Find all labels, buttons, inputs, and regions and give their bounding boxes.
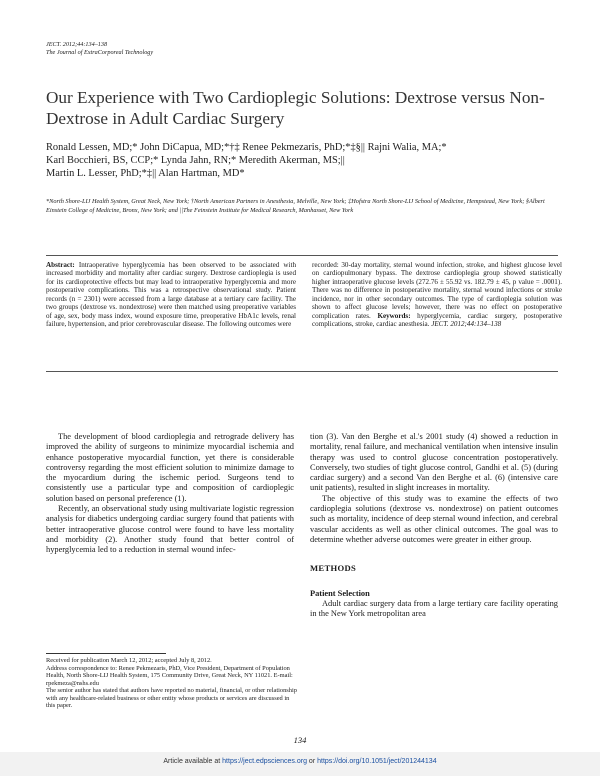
body-right-column: [310, 432, 558, 619]
paragraph: Adult cardiac surgery data from a large tertiary care facility operating in the New York metropolitan area: [310, 598, 558, 619]
author-list: [46, 141, 566, 180]
page-number: 134: [293, 735, 307, 745]
journal-name: The Journal of ExtraCorporeal Technology: [46, 49, 154, 56]
author-line: Ronald Lessen, MD;* John DiCapua, MD;*†‡ Renee Pekmezaris, PhD;*‡§|| Rajni Walia, MA;*: [46, 142, 447, 153]
patient-selection-heading: Patient Selection: [310, 588, 370, 598]
abstract-top-rule: [46, 255, 558, 256]
abstract-label: Abstract:: [46, 261, 75, 269]
body-left-column: [46, 432, 294, 556]
footnote: [46, 657, 298, 710]
paragraph: Recently, an observational study using multivariate logistic regression analysis for diabetics undergoing cardiac surgery found that patients with better intraoperative glucose control were found to have less mortality and morbidity (2). Another study found that better control of hyperglycemia led to a reduction in sternal wound infec-: [46, 504, 294, 555]
ject-site-link[interactable]: https://ject.edpsciences.org: [222, 758, 307, 765]
abstract-citation: JECT. 2012;44:134–138: [431, 320, 502, 329]
journal-header: [46, 41, 153, 57]
article-title: Our Experience with Two Cardioplegic Solutions: Dextrose versus Non-Dextrose in Adult Cardiac Surgery: [46, 88, 545, 128]
journal-citation: JECT. 2012;44:134–138: [46, 41, 108, 48]
author-line: Karl Bocchieri, BS, CCP;* Lynda Jahn, RN;* Meredith Akerman, MS;||: [46, 155, 345, 166]
affiliations: *North Shore-LIJ Health System, Great Neck, New York; †North American Partners in Anesthesia, Melville, New York; ‡Hofstra North Shore-LIJ School of Medicine, Hempstead, New York; §Albert Einstein College of Medicine, Bronx, New York; and ||The Feinstein Institute for Medical Research, Manhasset, New York: [46, 198, 545, 214]
abstract-text-left: Intraoperative hyperglycemia has been observed to be associated with increased morbidity and mortality after cardiac surgery. Dextrose cardioplegia is used for its cardioprotective effects but may lead to intraoperative hyperglycemia and more postoperative complications. This was a retrospective observational study. Patient records (n = 2301) were accessed from a large database at a tertiary care facility. The two groups (dextrose vs. nondextrose) were then matched using preoperative variables of age, sex, body mass index, wound exposure time, preoperative HbA1c levels, renal failure, hypertension, and prior cerebrovascular disease. The following outcomes were: [46, 261, 296, 329]
footer-prefix: Article available at: [163, 758, 223, 765]
correspondence: Address correspondence to: Renee Pekmezaris, PhD, Vice President, Department of Population Health, North Shore-LIJ Health System, 175 Community Drive, Great Neck, NY 11021. E-mail: rpekmeza@nshs.edu: [46, 664, 293, 687]
article-availability-footer: [0, 758, 600, 765]
footnote-rule: [46, 653, 166, 654]
doi-link[interactable]: https://doi.org/10.1051/ject/201244134: [317, 758, 437, 765]
abstract-right-column: [312, 261, 562, 329]
author-line: Martin L. Lesser, PhD;*‡|| Alan Hartman, MD*: [46, 168, 245, 179]
keywords-label: Keywords:: [377, 311, 411, 320]
paragraph: The development of blood cardioplegia and retrograde delivery has improved the ability of surgeons to minimize myocardial ischemia and enhance postoperative myocardial function, yet there is considerable controversy regarding the most efficient solution to minimize damage to the myocardium during the ischemic period. Surgeons tend to consistently use a particular type and composition of cardioplegic solution based on personal preference (1).: [46, 432, 294, 503]
disclosure: The senior author has stated that authors have reported no material, financial, or other relationship with any healthcare-related business or other entity whose products or services are discussed in this paper.: [46, 687, 297, 709]
methods-heading: METHODS: [310, 563, 357, 574]
footer-middle: or: [306, 758, 318, 765]
abstract-left-column: [46, 261, 296, 329]
paragraph: The objective of this study was to examine the effects of two cardioplegia solutions (dextrose vs. nondextrose) on patient outcomes such as mortality, incidence of deep sternal wound infection, and cerebral vascular accidents as well as other clinical outcomes. The goal was to determine whether adverse outcomes were greater in either group.: [310, 493, 558, 544]
abstract: [46, 261, 562, 364]
abstract-text-right: recorded: 30-day mortality, sternal wound infection, stroke, and highest glucose level on cardiopulmonary bypass. The dextrose cardioplegia group showed statistically higher intraoperative glucose levels (272.76 ± 55.92 vs. 182.79 ± 45, p value = .0001). There was no difference in postoperative mortality, sternal wound infections or stroke incidence, nor in other secondary outcomes. The type of cardioplegia solution was shown to affect glucose levels; however, there was no effect on postoperative complication rates.: [312, 261, 562, 320]
received-date: Received for publication March 12, 2012; accepted July 8, 2012.: [46, 657, 212, 664]
abstract-bottom-rule: [46, 371, 558, 372]
paragraph: tion (3). Van den Berghe et al.'s 2001 study (4) showed a reduction in mortality, renal failure, and mechanical ventilation when intensive insulin therapy was used to control glucose concentration postoperatively. Conversely, two studies of tight glucose control, Gandhi et al. (5) (during cardiac surgery) and a second Van den Berghe et al. (6) (intensive care unit patients), resulted in slight increases in mortality.: [310, 432, 558, 493]
keywords-text: hyperglycemia, cardiac surgery, postoperative complications, stroke, cardiac anesthesia.: [312, 311, 562, 329]
